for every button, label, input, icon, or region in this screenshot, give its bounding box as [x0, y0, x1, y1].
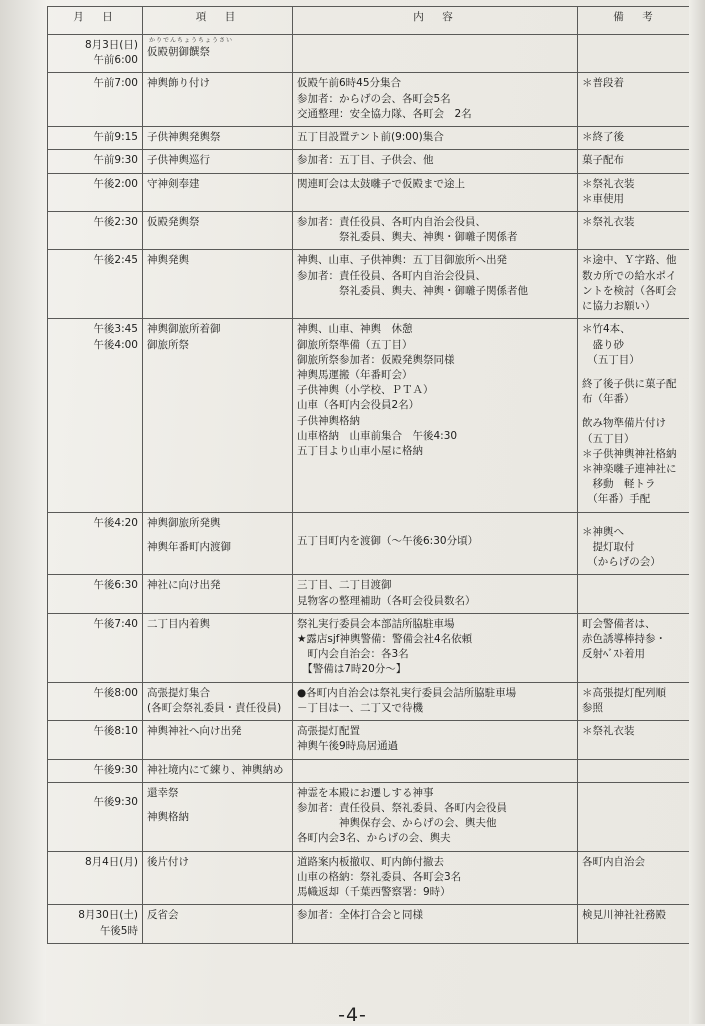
cell-item-line: 子供神輿発輿祭 [147, 131, 221, 144]
cell-date-line: 午後3:45 [93, 323, 138, 336]
cell-item-line: 還幸祭 [147, 786, 179, 799]
column-header-date: 月 日 [48, 7, 143, 35]
cell-remarks-line: ＊竹4本、 [582, 323, 631, 336]
cell-remarks-line: 町会警備者は、 [582, 617, 656, 630]
cell-content-line [297, 525, 573, 534]
cell-content [293, 905, 578, 943]
cell-content-line: 神輿、山車、子供神輿：五丁目御旅所へ出発 [297, 254, 507, 267]
cell-content-line: 子供神輿（小学校、ＰＴＡ） [297, 384, 434, 397]
cell-content-line: ★露店sjf神輿警備：警備会社4名依頼 [297, 633, 473, 645]
cell-date [48, 319, 143, 512]
cell-content [293, 35, 578, 73]
column-header-content: 内 容 [293, 7, 578, 35]
cell-content-line: 【警備は7時20分～】 [297, 663, 407, 676]
cell-item-line: 神社境内にて練り、神輿納め [147, 763, 284, 776]
cell-content [293, 851, 578, 905]
cell-content-line: 神輿、山車、神輿 休憩 [297, 323, 413, 336]
table-row [48, 575, 693, 613]
cell-date-line: 午後9:30 [93, 763, 138, 776]
cell-date-line: 午後7:40 [93, 617, 138, 630]
cell-remarks [578, 682, 693, 720]
cell-content-line: 神輿馬運搬（年番町会） [297, 368, 413, 381]
cell-remarks-line: ＊車使用 [582, 192, 624, 205]
cell-item [143, 319, 293, 512]
table-header-row [48, 7, 693, 35]
cell-date [48, 682, 143, 720]
cell-content-line: 子供神輿格納 [297, 414, 360, 427]
table-row [48, 173, 693, 211]
cell-date-line: 午後8:10 [93, 725, 138, 738]
cell-date [48, 150, 143, 173]
cell-date [48, 613, 143, 682]
cell-item [143, 127, 293, 150]
cell-remarks-line: に協力お願い） [582, 300, 656, 313]
cell-content-line: 三丁目、二丁目渡御 [297, 579, 392, 592]
cell-content-line: 道路案内板撤収、町内飾付撤去 [297, 855, 444, 868]
cell-item [143, 575, 293, 613]
cell-content [293, 575, 578, 613]
schedule-table [47, 6, 693, 944]
cell-remarks-line: （五丁目） [582, 353, 640, 366]
cell-date-line: 午前6:00 [93, 54, 138, 67]
cell-content [293, 73, 578, 127]
cell-date [48, 127, 143, 150]
cell-item [143, 905, 293, 943]
cell-date [48, 512, 143, 575]
cell-remarks [578, 73, 693, 127]
cell-content-line: 町内会自治会：各3名 [297, 648, 409, 661]
cell-content-line: 関連町会は太鼓囃子で仮殿まで途上 [297, 177, 465, 190]
cell-content-line: 見物客の整理補助（各町会役員数名） [297, 594, 476, 607]
table-row [48, 35, 693, 73]
cell-remarks-line: ＊子供神輿神社格納 [582, 447, 677, 460]
cell-date [48, 721, 143, 759]
cell-remarks-line: 飲み物準備片付け [582, 417, 666, 430]
cell-item [143, 512, 293, 575]
cell-content-line: 各町内会3名、からげの会、輿夫 [297, 832, 451, 845]
cell-remarks-line: ＊高張提灯配列順 [582, 686, 666, 699]
cell-item [143, 759, 293, 782]
cell-item-line: 子供神輿巡行 [147, 154, 210, 167]
cell-item [143, 35, 293, 73]
cell-item [143, 211, 293, 249]
cell-date-line [52, 786, 138, 795]
cell-date-line: 午後4:20 [93, 516, 138, 529]
page-number: -4- [338, 1004, 367, 1026]
cell-remarks-line: 菓子配布 [582, 154, 624, 167]
cell-content-line: 祭礼委員、輿夫、神輿・御囃子関係者他 [297, 284, 528, 297]
cell-date-line: 午前9:30 [93, 154, 138, 167]
table-row [48, 905, 693, 943]
cell-item-line: 守神剣奉建 [147, 177, 200, 190]
cell-content-line: 祭礼委員、輿夫、神輿・御囃子関係者 [297, 231, 518, 244]
cell-item [143, 682, 293, 720]
cell-content [293, 721, 578, 759]
cell-remarks-line: ＊祭礼衣装 [582, 177, 635, 190]
cell-content-line: 御旅所祭参加者：仮殿発輿祭同様 [297, 353, 455, 366]
cell-content-line: 山車格納 山車前集合 午後4:30 [297, 429, 458, 442]
cell-date-line: 8月4日(月) [84, 855, 138, 868]
cell-content-line: 参加者：全体打合会と同様 [297, 909, 423, 922]
cell-remarks-line: （年番）手配 [582, 493, 651, 506]
table-row [48, 319, 693, 512]
cell-remarks [578, 173, 693, 211]
cell-remarks-line: ントを検討（各町会 [582, 284, 677, 297]
cell-item-line: (各町会祭礼委員・責任役員) [147, 701, 282, 714]
cell-item-line [147, 531, 288, 540]
cell-date [48, 905, 143, 943]
cell-date [48, 250, 143, 319]
cell-content [293, 173, 578, 211]
cell-remarks [578, 250, 693, 319]
cell-item-line: 後片付け [147, 855, 189, 868]
cell-remarks-line [582, 368, 688, 377]
cell-remarks-line: （五丁目） [582, 432, 635, 445]
cell-remarks [578, 127, 693, 150]
table-row [48, 851, 693, 905]
table-row [48, 721, 693, 759]
cell-date-line: 8月3日(日) [84, 39, 138, 51]
cell-content [293, 250, 578, 319]
cell-item-line: 神輿御旅所着御 [147, 323, 221, 336]
table-row [48, 150, 693, 173]
cell-date-line: 午前9:15 [93, 131, 138, 144]
cell-remarks [578, 319, 693, 512]
cell-remarks [578, 782, 693, 851]
cell-content-line: 山車（各町内会役員2名） [297, 399, 420, 412]
cell-remarks [578, 575, 693, 613]
cell-item [143, 851, 293, 905]
cell-remarks-line: ＊途中、Ｙ字路、他 [582, 254, 677, 267]
cell-date-line: 午後6:30 [93, 579, 138, 592]
cell-content-line: 神霊を本殿にお遷しする神事 [297, 786, 434, 799]
cell-item [143, 721, 293, 759]
cell-date [48, 173, 143, 211]
cell-remarks-line: 赤色誘導棒持参・ [582, 633, 666, 645]
cell-remarks [578, 759, 693, 782]
cell-remarks [578, 150, 693, 173]
column-header-remarks: 備 考 [578, 7, 693, 35]
cell-date-line: 8月30日(土) [78, 909, 138, 922]
column-header-item: 項 目 [143, 7, 293, 35]
cell-remarks-line: ＊祭礼衣装 [582, 725, 635, 738]
cell-remarks [578, 35, 693, 73]
cell-date-line: 午後2:45 [93, 254, 138, 267]
cell-remarks [578, 851, 693, 905]
cell-remarks [578, 721, 693, 759]
cell-date [48, 782, 143, 851]
cell-remarks [578, 905, 693, 943]
cell-item-ruby: かりでんちょうちょうさい [149, 37, 234, 44]
cell-date [48, 759, 143, 782]
cell-content-line: 参加者：からげの会、各町会5名 [297, 92, 451, 105]
cell-item-line: 仮殿朝御饌祭 [147, 46, 210, 58]
cell-content-line: 参加者：責任役員、各町内自治会役員、 [297, 215, 486, 228]
table-row [48, 782, 693, 851]
cell-content-line [297, 516, 573, 525]
cell-content [293, 682, 578, 720]
cell-remarks-line: ＊終了後 [582, 131, 624, 144]
cell-item-line: 仮殿発輿祭 [147, 215, 200, 228]
cell-content-line: 祭礼実行委員会本部詰所脇駐車場 [297, 617, 455, 630]
cell-content [293, 512, 578, 575]
table-row [48, 73, 693, 127]
cell-item-line: 高張提灯集合 [147, 686, 210, 699]
cell-remarks-line: （からげの会） [582, 556, 661, 569]
cell-date-line: 午前7:00 [93, 77, 138, 90]
cell-item-line: 神輿発輿 [147, 254, 189, 267]
cell-content [293, 127, 578, 150]
cell-content-line: －丁目は一、二丁又で待機 [297, 701, 423, 714]
cell-remarks-line: ＊祭礼衣装 [582, 215, 635, 228]
cell-remarks [578, 211, 693, 249]
cell-remarks-line: ＊普段着 [582, 77, 624, 90]
cell-remarks-line: 移動 軽トラ [582, 478, 656, 491]
cell-content-line: 参加者：五丁目、子供会、他 [297, 154, 434, 167]
cell-remarks-line: 検見川神社社務殿 [582, 909, 666, 922]
cell-item-line: 神輿格納 [147, 810, 189, 823]
cell-date-line [52, 810, 138, 819]
cell-date-line: 午後9:30 [93, 795, 138, 808]
cell-item [143, 73, 293, 127]
cell-item-line: 神輿飾り付け [147, 77, 210, 90]
cell-item-line: 御旅所祭 [147, 338, 189, 351]
cell-item [143, 613, 293, 682]
cell-content-line: 御旅所祭準備（五丁目） [297, 338, 413, 351]
cell-content [293, 613, 578, 682]
cell-remarks [578, 613, 693, 682]
table-row [48, 613, 693, 682]
table-row [48, 250, 693, 319]
table-row [48, 759, 693, 782]
cell-item [143, 782, 293, 851]
cell-content-line: 高張提灯配置 [297, 725, 360, 738]
cell-item-line: 神輿年番町内渡御 [147, 540, 231, 553]
cell-content [293, 759, 578, 782]
cell-item-line: 反省会 [147, 909, 179, 922]
cell-item-line [147, 801, 288, 810]
cell-content-line: 五丁目町内を渡御（～午後6:30分頃） [297, 534, 479, 547]
cell-content [293, 319, 578, 512]
cell-content-line: 馬幟返却（千葉西警察署：9時） [297, 886, 451, 899]
cell-date [48, 35, 143, 73]
cell-item-line: 神社に向け出発 [147, 579, 221, 592]
cell-remarks-line: 終了後子供に菓子配 [582, 377, 677, 390]
cell-date [48, 73, 143, 127]
cell-remarks-line: 布（年番） [582, 393, 635, 406]
table-body [48, 35, 693, 944]
cell-content-line: 仮殿午前6時45分集合 [297, 77, 402, 90]
cell-item-line: 二丁目内着輿 [147, 617, 210, 630]
cell-content-line: 参加者：責任役員、各町内自治会役員、 [297, 269, 486, 282]
cell-item-line: 神輿御旅所発輿 [147, 516, 221, 529]
cell-remarks-line: 参照 [582, 701, 603, 714]
cell-date-line: 午後2:30 [93, 215, 138, 228]
table-row [48, 127, 693, 150]
cell-remarks-line: 数カ所での給水ポイ [582, 269, 677, 282]
cell-item-line: 神輿神社へ向け出発 [147, 725, 242, 738]
cell-remarks-line: 反射ﾍﾞｽﾄ着用 [582, 648, 645, 661]
cell-remarks-line: ＊神楽囃子連神社に [582, 463, 677, 476]
cell-date [48, 575, 143, 613]
cell-content-line: ●各町内自治会は祭礼実行委員会詰所脇駐車場 [297, 686, 517, 699]
cell-date-line: 午後8:00 [93, 686, 138, 699]
cell-date-line [52, 531, 138, 540]
table-row [48, 211, 693, 249]
cell-date-line: 午後5時 [99, 924, 138, 937]
cell-remarks-line: 盛り砂 [582, 338, 624, 351]
cell-content [293, 211, 578, 249]
cell-content-line: 交通整理：安全協力隊、各町会 2名 [297, 107, 472, 120]
cell-content-line: 山車の格納：祭礼委員、各町会3名 [297, 870, 462, 883]
table-row [48, 512, 693, 575]
cell-date [48, 851, 143, 905]
cell-remarks [578, 512, 693, 575]
table-row [48, 682, 693, 720]
cell-content-line: 参加者：責任役員、祭礼委員、各町内会役員 [297, 801, 507, 814]
cell-content [293, 150, 578, 173]
cell-content-line: 五丁目設置テント前(9:00)集合 [297, 131, 444, 144]
cell-item [143, 150, 293, 173]
cell-content-line: 神輿保存会、からげの会、輿夫他 [297, 817, 497, 830]
cell-date-line: 午後2:00 [93, 177, 138, 190]
cell-content-line: 神輿午後9時鳥居通過 [297, 740, 399, 753]
cell-date-line: 午後4:00 [93, 338, 138, 351]
cell-date [48, 211, 143, 249]
cell-remarks-line: ＊神輿へ [582, 525, 624, 538]
cell-remarks-line: 提灯取付 [582, 540, 635, 553]
cell-remarks-line [582, 407, 688, 416]
cell-content-line: 五丁目より山車小屋に格納 [297, 445, 423, 458]
cell-remarks-line: 各町内自治会 [582, 855, 645, 868]
cell-item [143, 250, 293, 319]
cell-content [293, 782, 578, 851]
cell-remarks-line [582, 516, 688, 525]
cell-item [143, 173, 293, 211]
